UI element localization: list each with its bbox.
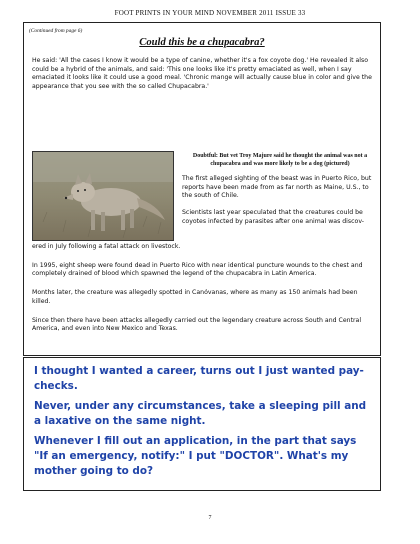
coyote-photo [32,151,174,241]
joke-text: I thought I wanted a career, turns out I just wanted pay-checks. [34,365,364,392]
article-title: Could this be a chupacabra? [139,37,265,48]
article-paragraph: The first alleged sighting of the beast was in Puerto Rico, but reports have been made from as far north as Maine, U.S., to the south of Chile. [182,175,372,200]
page-number: 7 [208,515,212,521]
article-paragraph: He said: 'All the cases I know it would be a type of canine, whether it's a fox coyote dog.' He revealed it also could be a hybrid of the animals, and said: 'This one looks like it's pretty emaciated as well, when I say emaciated it looks like it could use a good meal. 'Chronic mange will actually cause blue in color and give the appearance that you see with the so called Chupacabra.' [32,57,372,91]
article-lower [32,243,376,334]
article-paragraph: Scientists last year speculated that the creatures could be coyotes infected by parasites after one animal was discov- [182,209,365,225]
article-paragraph: Since then there have been attacks allegedly carried out the legendary creature across South and Central America, and even into New Mexico and Texas. [32,316,362,333]
article-frame [23,22,381,356]
continued-note: (Continued from page 6) [29,28,83,34]
article-paragraph: In 1995, eight sheep were found dead in Puerto Rico with near identical puncture wounds to the chest and completely drained of blood which spawned the legend of the chupacabra in Latin America. [32,261,363,278]
newsletter-header: FOOT PRINTS IN YOUR MIND NOVEMBER 2011 ISSUE 33 [114,9,306,17]
joke-text: Whenever I fill out an application, in the part that says "If an emergency, notify:" I put "DOCTOR". What's my mother going to do? [34,435,357,477]
article-paragraph: Months later, the creature was allegedly spotted in Canóvanas, where as many as 150 animals had been killed. [32,289,358,305]
jokes-box [23,357,381,491]
coyote-image [33,152,174,241]
article-right-column [182,175,376,227]
article-intro [32,57,376,92]
photo-caption: Doubtful: But vet Troy Majure said he thought the animal was not a chupacabra and was more likely to be a dog (pictured) [192,153,368,167]
joke-text: Never, under any circumstances, take a sleeping pill and a laxative on the same night. [34,400,367,427]
article-paragraph: ered in July following a fatal attack on livestock. [32,243,181,250]
